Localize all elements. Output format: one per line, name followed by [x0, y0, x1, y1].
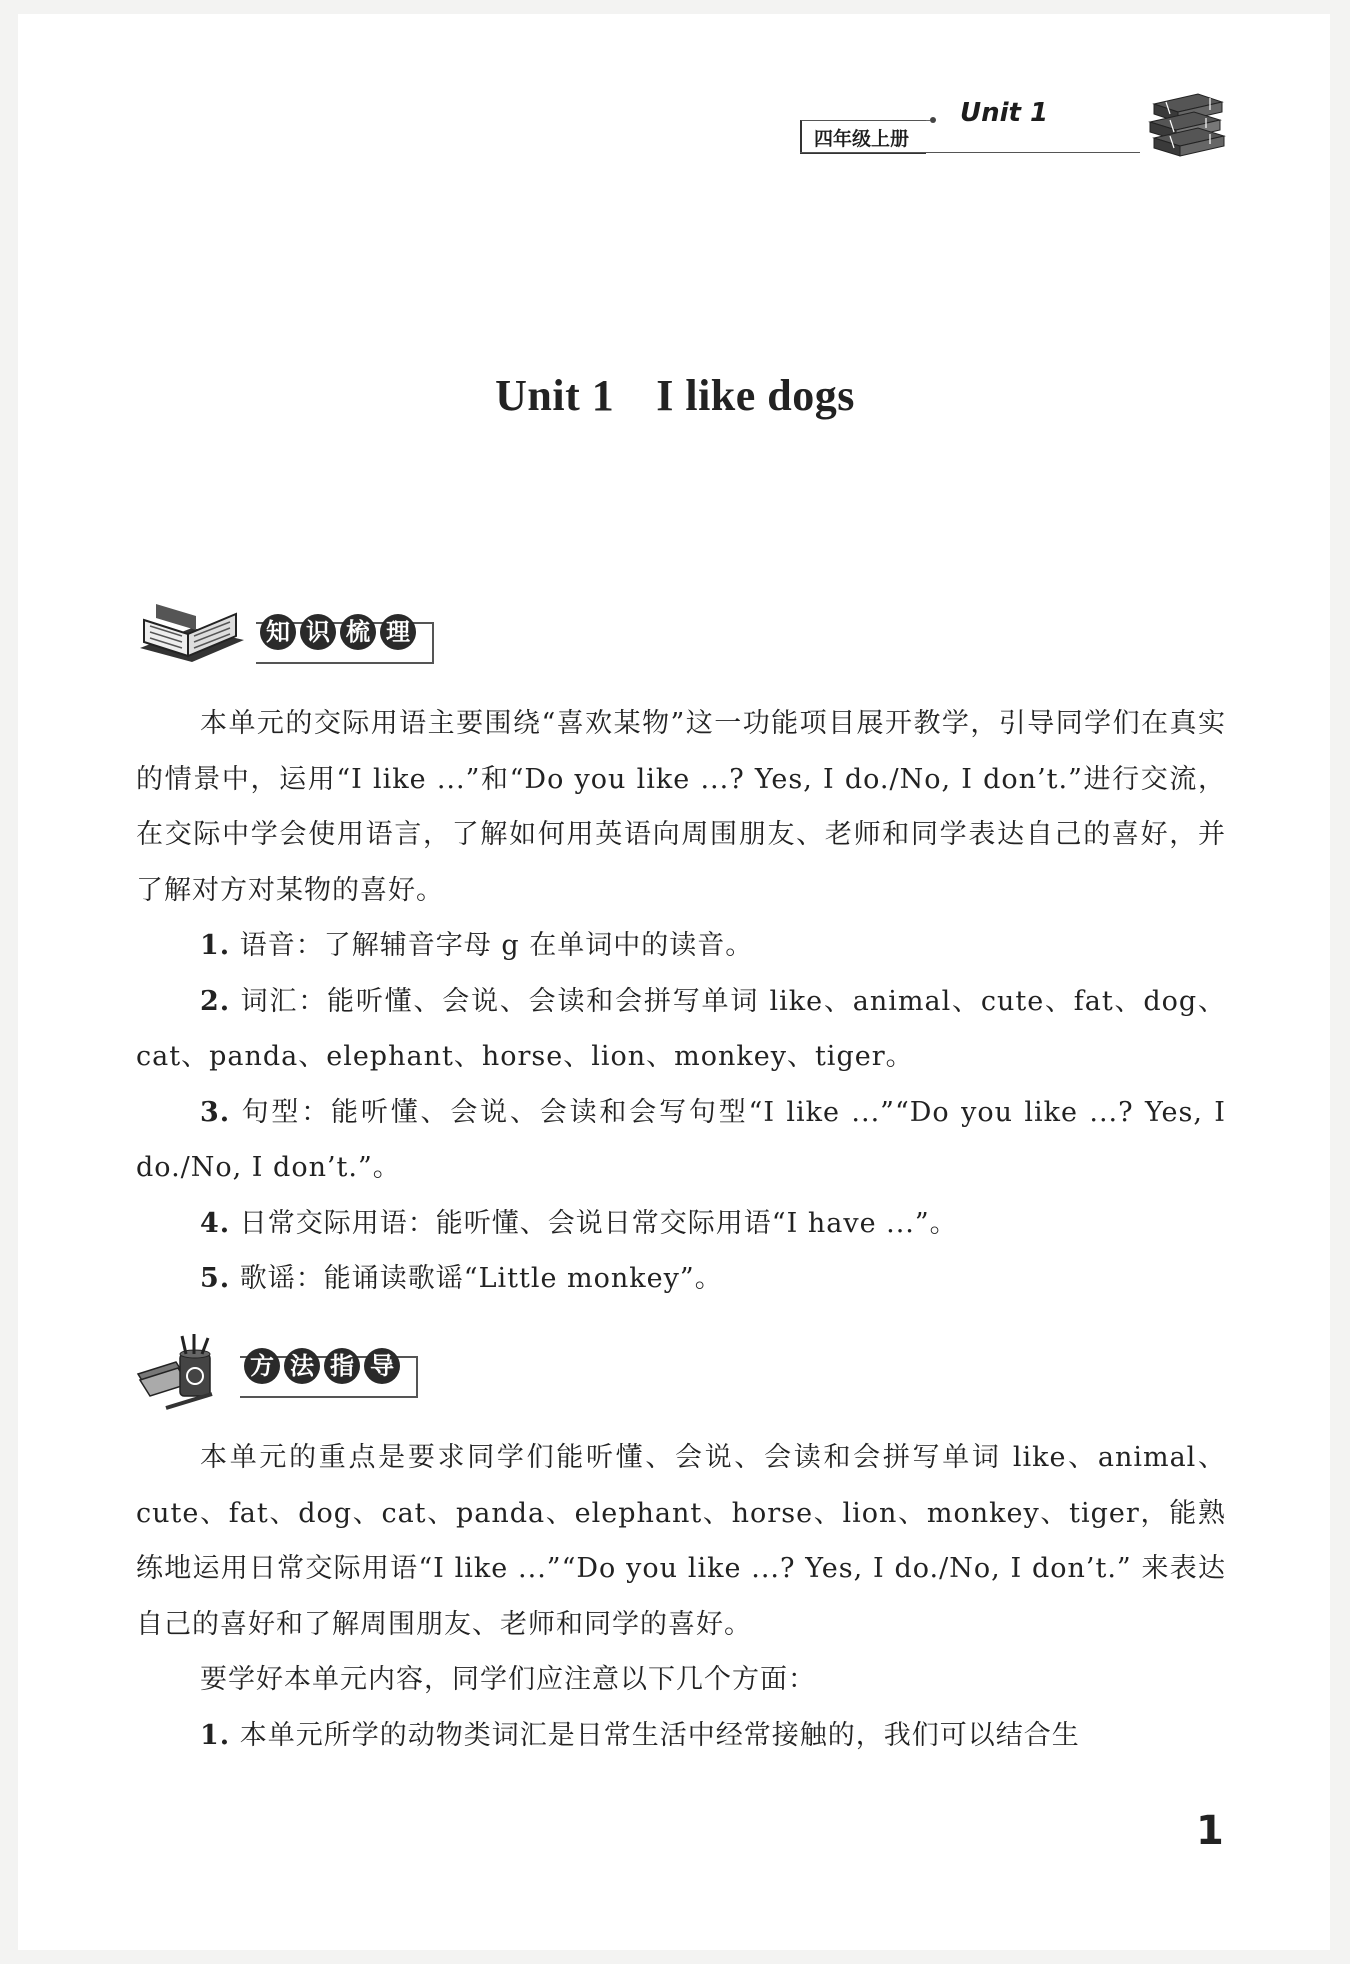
- grade-label: 四年级上册: [800, 120, 926, 154]
- item-number: 5.: [200, 1263, 231, 1294]
- section-badge-method: [136, 1334, 436, 1404]
- open-book-icon: [136, 600, 248, 670]
- list-item: [136, 974, 1226, 1085]
- method-paragraph: 本单元的重点是要求同学们能听懂、会说、会读和会拼写单词 like、animal、cute、fat、dog、cat、panda、elephant、horse、lion、monkey、tiger，能熟练地运用日常交际用语“I like ...”“Do you like ...? Yes, I do./No, I don’t.” 来表达自己的喜好和了解周围朋友、老师和同学的喜好。: [136, 1442, 1226, 1640]
- item-text: 日常交际用语：能听懂、会说日常交际用语“I have ...”。: [239, 1207, 958, 1239]
- badge-title: [260, 614, 416, 650]
- badge-char: 指: [324, 1348, 360, 1384]
- badge-char: 法: [284, 1348, 320, 1384]
- badge-char: 导: [364, 1348, 400, 1384]
- badge-char: 识: [300, 614, 336, 650]
- running-header: [800, 90, 1240, 170]
- book-stack-icon: [1140, 90, 1232, 160]
- method-paragraph: 要学好本单元内容，同学们应注意以下几个方面：: [200, 1664, 816, 1695]
- title-unit: Unit 1: [495, 371, 615, 420]
- item-text: 词汇：能听懂、会说、会读和会拼写单词 like、animal、cute、fat、dog、cat、panda、elephant、horse、lion、monkey、tiger。: [136, 985, 1226, 1072]
- item-number: 1.: [200, 930, 231, 961]
- badge-title: [244, 1348, 400, 1384]
- list-item: [136, 1251, 1226, 1307]
- item-text: 语音：了解辅音字母 g 在单词中的读音。: [239, 930, 754, 961]
- badge-char: 梳: [340, 614, 376, 650]
- knowledge-section: [136, 696, 1226, 1307]
- badge-char: 方: [244, 1348, 280, 1384]
- item-number: 2.: [200, 985, 231, 1017]
- badge-char: 理: [380, 614, 416, 650]
- item-number: 1.: [200, 1719, 231, 1751]
- header-dot: [930, 117, 936, 123]
- item-text: 本单元所学的动物类词汇是日常生活中经常接触的，我们可以结合生: [239, 1719, 1080, 1751]
- item-number: 3.: [200, 1096, 231, 1128]
- header-rule: [800, 152, 1140, 153]
- title-name: I like dogs: [656, 371, 855, 420]
- list-item: [136, 1085, 1226, 1196]
- item-text: 歌谣：能诵读歌谣“Little monkey”。: [239, 1263, 723, 1294]
- unit-label: Unit 1: [960, 98, 1049, 128]
- item-text: 句型：能听懂、会说、会读和会写句型“I like ...”“Do you like ...? Yes, I do./No, I don’t.”。: [136, 1096, 1226, 1183]
- section-badge-knowledge: [136, 600, 456, 670]
- page-title: [0, 370, 1350, 421]
- badge-char: 知: [260, 614, 296, 650]
- list-item: [136, 918, 1226, 974]
- method-section: [136, 1430, 1226, 1763]
- list-item: [136, 1196, 1226, 1252]
- item-number: 4.: [200, 1207, 231, 1239]
- list-item: [136, 1708, 1226, 1764]
- page-number: 1: [1196, 1808, 1224, 1854]
- intro-paragraph: 本单元的交际用语主要围绕“喜欢某物”这一功能项目展开教学，引导同学们在真实的情景中，运用“I like ...”和“Do you like ...? Yes, I do./No, I don’t.”进行交流，在交际中学会使用语言，了解如何用英语向周围朋友、老师和同学表达自己的喜好，并了解对方对某物的喜好。: [136, 708, 1226, 906]
- pencil-cup-icon: [136, 1334, 232, 1410]
